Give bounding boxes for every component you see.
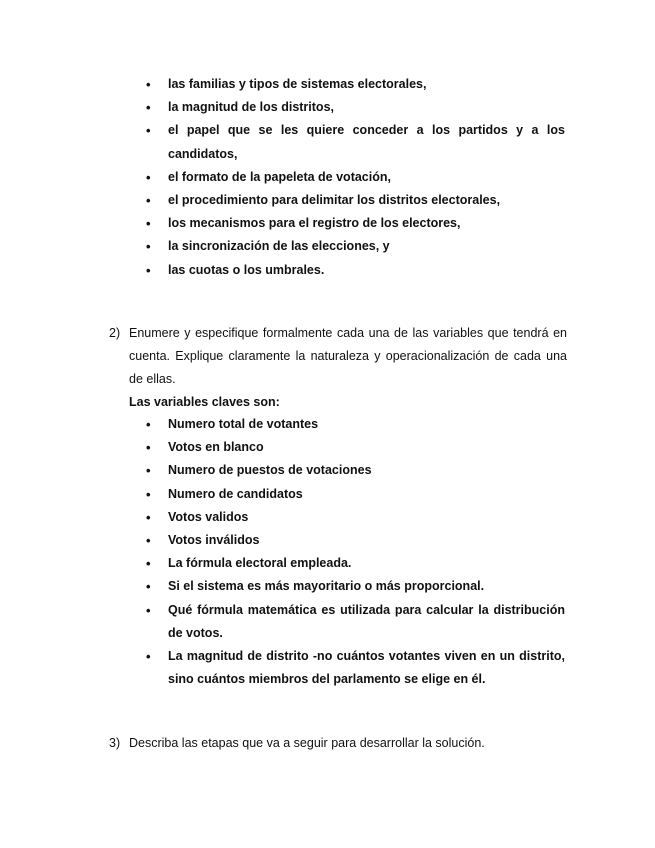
- list-item: [0, 436, 655, 459]
- list-item-text: Numero total de votantes: [168, 417, 319, 431]
- question-number: 2): [109, 326, 121, 340]
- question-3: [0, 732, 655, 755]
- question-text: Enumere y especifique formalmente cada una de las variables que tendrá en cuenta. Explique claramente la naturaleza y operacionalización de cada una de ellas.: [129, 326, 567, 387]
- list-item: [0, 575, 655, 598]
- list-item-text: Votos validos: [168, 509, 249, 524]
- list-item-text: • La magnitud de distrito -no cuántos votantes viven en un distrito, sino cuántos miembros del parlamento se elige en él.: [168, 649, 565, 687]
- list-item-text: Votos en blanco: [168, 440, 264, 455]
- list-item-text: el formato de la papeleta de votación,: [168, 169, 391, 184]
- list-item: [0, 529, 655, 552]
- list-item: [0, 212, 655, 235]
- list-item-text: los mecanismos para el registro de los electores,: [168, 216, 461, 231]
- list-item-text: el procedimiento para delimitar los distritos electorales,: [168, 193, 501, 208]
- list-item-text: las cuotas o los umbrales.: [168, 262, 325, 277]
- list-item: [0, 552, 655, 575]
- list-item: [0, 506, 655, 529]
- list-item-text: Si el sistema es más mayoritario o más proporcional.: [168, 579, 485, 594]
- list-item: [0, 235, 655, 258]
- list-item: [0, 483, 655, 506]
- list-item-text: • el papel que se les quiere conceder a los partidos y a los candidatos,: [168, 123, 565, 161]
- list-item: [0, 645, 655, 691]
- list-item: [0, 119, 655, 165]
- key-variables-list: [0, 413, 655, 691]
- list-item-text: • Qué fórmula matemática es utilizada para calcular la distribución de votos.: [168, 602, 565, 640]
- variables-subheading: Las variables claves son:: [129, 395, 280, 409]
- list-item: [0, 166, 655, 189]
- question-number: 3): [109, 736, 121, 750]
- list-item-text: la sincronización de las elecciones, y: [168, 239, 390, 254]
- list-item: [0, 259, 655, 282]
- list-item: [0, 189, 655, 212]
- list-item: [0, 413, 655, 436]
- list-item-text: Numero de candidatos: [168, 486, 303, 501]
- list-item-text: las familias y tipos de sistemas electorales,: [168, 77, 427, 91]
- list-item-text: Numero de puestos de votaciones: [168, 463, 372, 478]
- question-2: [0, 322, 655, 392]
- electoral-aspects-list: [0, 73, 655, 282]
- list-item-text: la magnitud de los distritos,: [168, 100, 334, 115]
- list-item: [0, 599, 655, 645]
- question-text: Describa las etapas que va a seguir para desarrollar la solución.: [129, 736, 485, 750]
- list-item: [0, 96, 655, 119]
- list-item-text: La fórmula electoral empleada.: [168, 556, 352, 571]
- list-item-text: Votos inválidos: [168, 533, 260, 548]
- list-item: [0, 459, 655, 482]
- list-item: [0, 73, 655, 96]
